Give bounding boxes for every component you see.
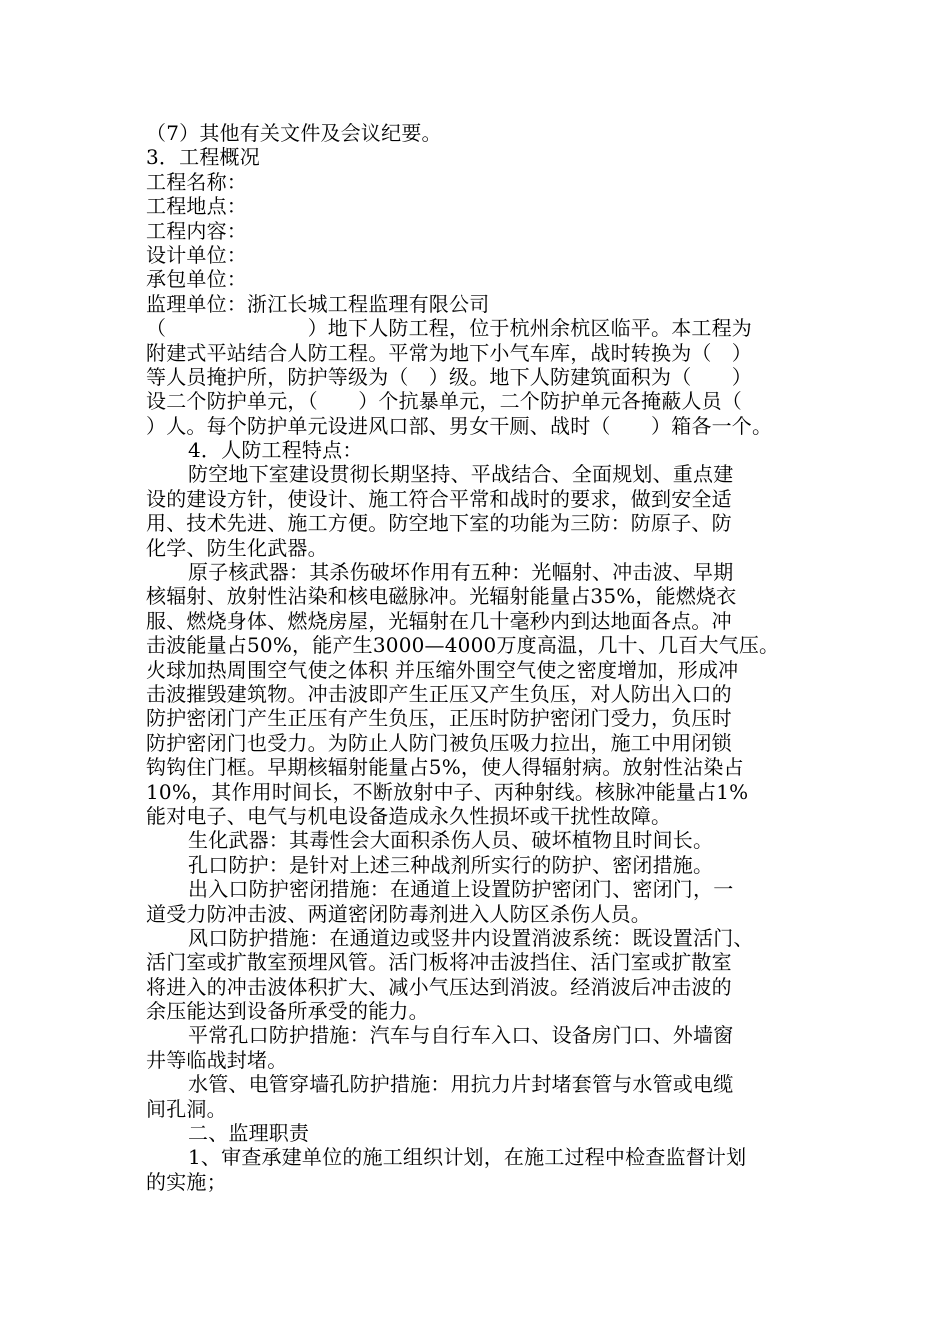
text-line: 平常孔口防护措施：汽车与自行车入口、设备房门口、外墙窗 xyxy=(188,1023,734,1048)
text-line: 生化武器：其毒性会大面积杀伤人员、破坏植物且时间长。 xyxy=(188,828,714,853)
text-line: 余压能达到设备所承受的能力。 xyxy=(146,999,429,1024)
text-line: 服、燃烧身体、燃烧房屋，光辐射在几十毫秒内到达地面各点。冲 xyxy=(146,608,732,633)
text-line: （7）其他有关文件及会议纪要。 xyxy=(146,121,442,145)
text-line: 能对电子、电气与机电设备造成永久性损坏或干扰性故障。 xyxy=(146,803,672,828)
text-line: 将进入的冲击波体积扩大、减小气压达到消波。经消波后冲击波的 xyxy=(146,974,732,999)
text-line: 击波能量占50%，能产生3000—4000万度高温，几十、几百大气压。 xyxy=(146,633,780,658)
text-line: 的实施； xyxy=(146,1169,227,1194)
text-line: 10%，其作用时间长，不断放射中子、丙种射线。核脉冲能量占1% xyxy=(146,779,749,804)
text-line: 核辐射、放射性沾染和核电磁脉冲。光辐射能量占35%，能燃烧衣 xyxy=(146,584,737,609)
text-line: 防护密闭门产生正压有产生负压，正压时防护密闭门受力，负压时 xyxy=(146,706,732,731)
text-line: 1、审查承建单位的施工组织计划，在施工过程中检查监督计划 xyxy=(188,1145,747,1170)
text-line: 风口防护措施：在通道边或竖井内设置消波系统：既设置活门、 xyxy=(188,925,754,950)
text-line: 二、监理职责 xyxy=(188,1121,310,1146)
text-line: 间孔洞。 xyxy=(146,1096,227,1121)
text-line: 防空地下室建设贯彻长期坚持、平战结合、全面规划、重点建 xyxy=(188,462,734,487)
text-line: 原子核武器：其杀伤破坏作用有五种：光幅射、冲击波、早期 xyxy=(188,560,734,585)
text-line: 设二个防护单元，（ ）个抗暴单元，二个防护单元各掩蔽人员（ xyxy=(146,389,742,414)
text-line: 孔口防护：是针对上述三种战剂所实行的防护、密闭措施。 xyxy=(188,852,714,877)
document-page xyxy=(146,121,816,1194)
text-line: 井等临战封堵。 xyxy=(146,1047,288,1072)
text-line: 水管、电管穿墙孔防护措施：用抗力片封堵套管与水管或电缆 xyxy=(188,1072,734,1097)
text-line: 出入口防护密闭措施：在通道上设置防护密闭门、密闭门，一 xyxy=(188,877,734,902)
text-line: 3．工程概况 xyxy=(146,145,260,170)
text-line: 火球加热周围空气使之体积 并压缩外围空气使之密度增加，形成冲 xyxy=(146,657,739,682)
text-line: 设计单位： xyxy=(146,242,247,267)
text-line: 防护密闭门也受力。为防止人防门被负压吸力拉出，施工中用闭锁 xyxy=(146,730,732,755)
text-line: 钩钩住门框。早期核辐射能量占5%，使人得辐射病。放射性沾染占 xyxy=(146,755,744,780)
text-line: （ ）地下人防工程，位于杭州余杭区临平。本工程为 xyxy=(146,316,752,341)
text-line: 工程地点： xyxy=(146,194,247,219)
text-line: 道受力防冲击波、两道密闭防毒剂进入人防区杀伤人员。 xyxy=(146,901,651,926)
text-line: 4．人防工程特点： xyxy=(188,438,363,463)
text-line: 击波摧毁建筑物。冲击波即产生正压又产生负压，对人防出入口的 xyxy=(146,681,732,706)
text-line: 附建式平站结合人防工程。平常为地下小气车库，战时转换为（ ） xyxy=(146,340,752,365)
text-line: ）人。每个防护单元设进风口部、男女干厕、战时（ ）箱各一个。 xyxy=(146,413,773,438)
text-line: 工程名称： xyxy=(146,169,247,194)
text-line: 活门室或扩散室预埋风管。活门板将冲击波挡住、活门室或扩散室 xyxy=(146,950,732,975)
text-line: 设的建设方针，使设计、施工符合平常和战时的要求，做到安全适 xyxy=(146,486,732,511)
text-line: 承包单位： xyxy=(146,267,247,292)
text-line: 等人员掩护所，防护等级为（ ）级。地下人防建筑面积为（ ） xyxy=(146,364,752,389)
text-line: 化学、防生化武器。 xyxy=(146,535,328,560)
text-line: 监理单位：浙江长城工程监理有限公司 xyxy=(146,291,490,316)
text-line: 工程内容： xyxy=(146,218,247,243)
text-line: 用、技术先进、施工方便。防空地下室的功能为三防：防原子、防 xyxy=(146,511,732,536)
